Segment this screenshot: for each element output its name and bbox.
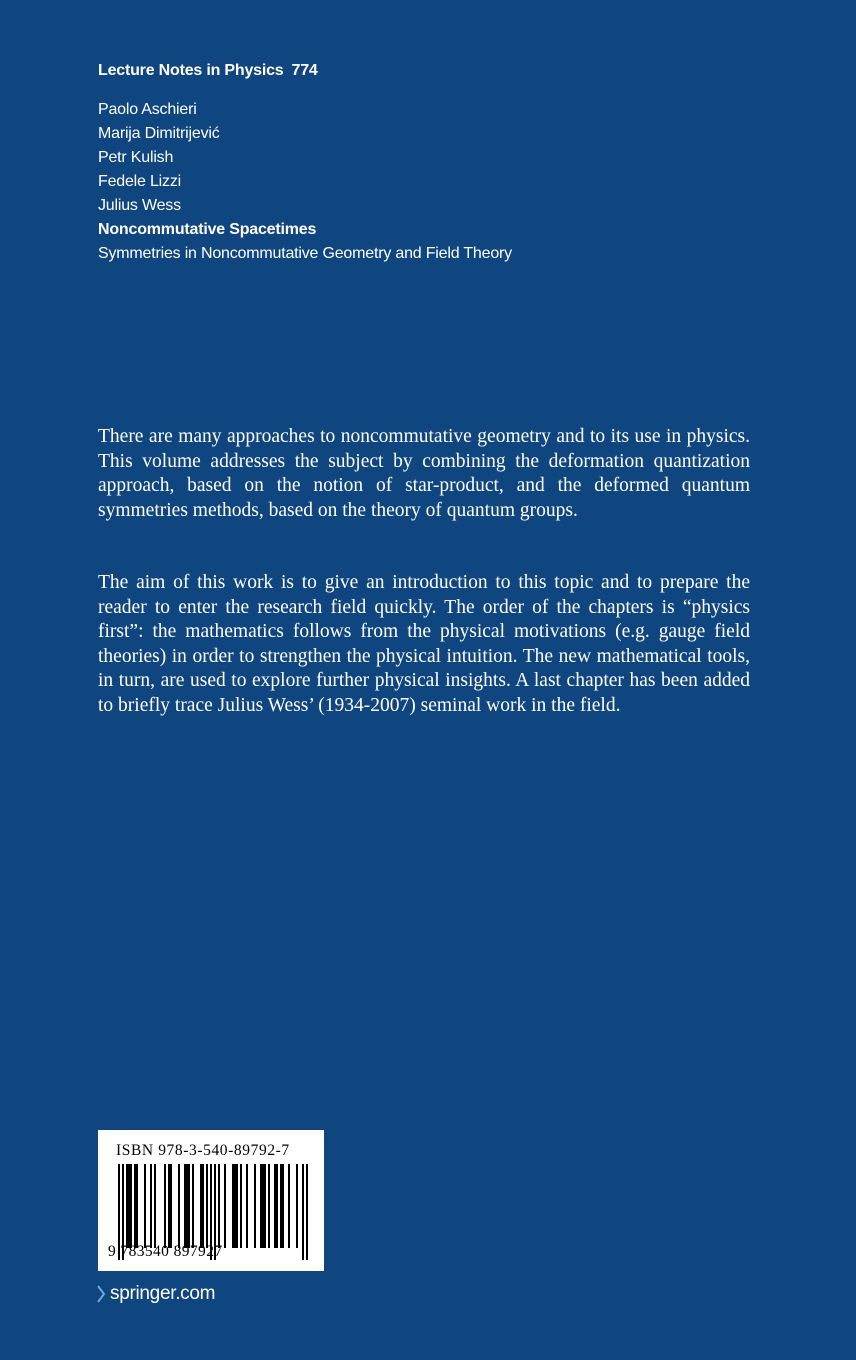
- isbn-label: ISBN 978-3-540-89792-7: [116, 1142, 290, 1159]
- barcode-digits: 9 783540 897927: [108, 1243, 223, 1260]
- barcode-bar: [188, 1164, 190, 1248]
- barcode-bar: [202, 1164, 204, 1248]
- barcode-bar: [144, 1164, 146, 1248]
- barcode-bar: [274, 1164, 276, 1248]
- barcode-bar: [184, 1164, 186, 1248]
- book-subtitle: Symmetries in Noncommutative Geometry and Field Theory: [98, 245, 512, 262]
- barcode-bar: [288, 1164, 290, 1248]
- barcode-bar: [280, 1164, 282, 1248]
- barcode-bar: [236, 1164, 238, 1248]
- barcode-bar: [240, 1164, 242, 1248]
- barcode-panel: [98, 1130, 324, 1271]
- author-name: Paolo Aschieri: [98, 101, 197, 118]
- barcode-bar: [150, 1164, 152, 1248]
- barcode-bar: [268, 1164, 270, 1248]
- barcode-bar: [260, 1164, 262, 1248]
- barcode-bar: [128, 1164, 130, 1248]
- book-title: Noncommutative Spacetimes: [98, 221, 317, 238]
- author-name: Marija Dimitrijević: [98, 125, 220, 142]
- barcode-bar: [134, 1164, 136, 1248]
- blurb-paragraph-1: There are many approaches to noncommutative geometry and to its use in physics. This volume addresses the subject by combining the deformation quantization approach, based on the notion of star-product, and the deformed quantum symmetries methods, based on the theory of quantum groups.: [98, 426, 750, 521]
- barcode-bar: [232, 1164, 234, 1248]
- author-name: Fedele Lizzi: [98, 173, 181, 190]
- barcode-bar: [276, 1164, 278, 1248]
- barcode-bar: [234, 1164, 236, 1248]
- series-number: 774: [291, 62, 318, 79]
- barcode-bar: [168, 1164, 170, 1248]
- barcode-bar: [186, 1164, 188, 1248]
- barcode-bar: [154, 1164, 156, 1248]
- series-line: [98, 62, 318, 80]
- publisher-link[interactable]: [96, 1283, 215, 1305]
- chevron-right-icon: [96, 1284, 106, 1304]
- barcode-bar: [224, 1164, 226, 1248]
- barcode-bar: [264, 1164, 266, 1248]
- blurb-paragraph-2: The aim of this work is to give an introduction to this topic and to prepare the reader to enter the research field quickly. The order of the chapters is “physics first”: the mathematics follows from the physical motivations (e.g. gauge field theories) in order to strengthen the physical intuition. The new mathematical tools, in turn, are used to explore further physical insights. A last chapter has been added to briefly trace Julius Wess’ (1934-2007) seminal work in the field.: [98, 572, 750, 716]
- series-name: Lecture Notes in Physics: [98, 62, 284, 79]
- barcode-bar: [178, 1164, 180, 1248]
- barcode-bar: [246, 1164, 248, 1248]
- barcode-bar: [218, 1164, 220, 1248]
- author-list: [98, 98, 220, 218]
- author-name: Petr Kulish: [98, 149, 174, 166]
- author-name: Julius Wess: [98, 197, 181, 214]
- barcode-bar: [296, 1164, 298, 1248]
- barcode-bar: [126, 1164, 128, 1248]
- barcode-bar: [282, 1164, 284, 1248]
- barcode-bar: [170, 1164, 172, 1248]
- barcode-bar: [200, 1164, 202, 1248]
- barcode-bar: [254, 1164, 256, 1248]
- barcode-bar: [130, 1164, 132, 1248]
- barcode-bar: [206, 1164, 208, 1248]
- barcode-bar: [164, 1164, 166, 1248]
- barcode-bar: [192, 1164, 194, 1248]
- publisher-link-text: springer.com: [110, 1283, 216, 1304]
- barcode-bar: [262, 1164, 264, 1248]
- barcode-bar: [136, 1164, 138, 1248]
